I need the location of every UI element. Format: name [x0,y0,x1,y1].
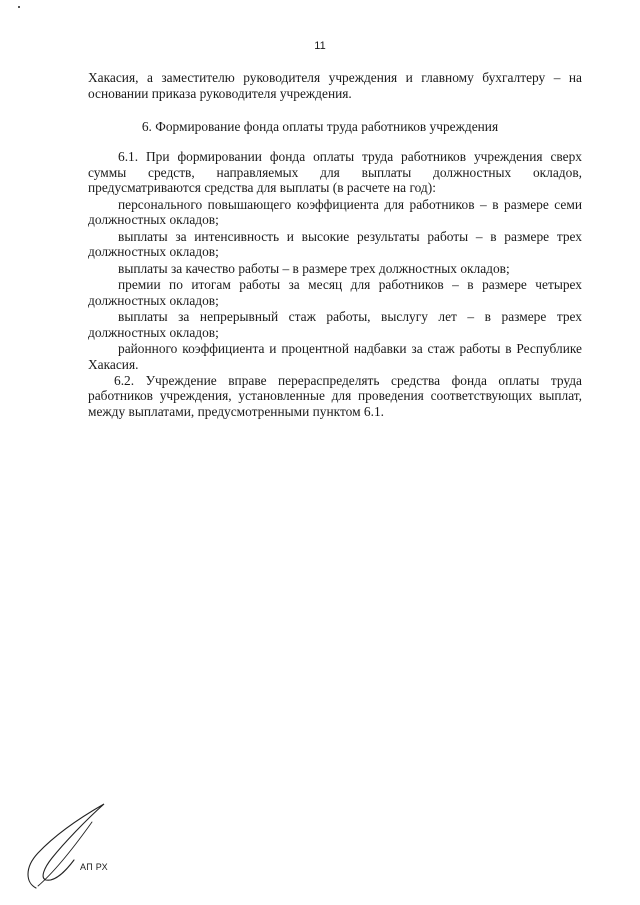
intro-paragraph: Хакасия, а заместителю руководителя учреждения и главному бухгалтеру – на основании приказа руководителя учреждения. [88,70,582,101]
list-item-intensity-payments: выплаты за интенсивность и высокие результаты работы – в размере трех должностных окладов; [88,228,582,260]
section-body [88,149,582,420]
page-number: 11 [314,40,326,52]
list-item-regional-coefficient: районного коэффициента и процентной надбавки за стаж работы в Республике Хакасия. [88,340,582,372]
stamp-label: АП РХ [80,862,108,872]
list-item-monthly-bonus: премии по итогам работы за месяц для работников – в размере четырех должностных окладов; [88,276,582,308]
section-heading: 6. Формирование фонда оплаты труда работников учреждения [141,119,499,134]
intro-paragraph-block [88,70,582,101]
paragraph-6-2: 6.2. Учреждение вправе перераспределять средства фонда оплаты труда работников учреждения, установленные для проведения соответствующих выплат, между выплатами, предусмотренными пунктом 6.1. [88,372,582,420]
corner-mark [18,6,20,8]
paragraph-6-1: 6.1. При формировании фонда оплаты труда работников учреждения сверх суммы средств, направляемых для выплаты должностных окладов, предусматриваются средства для выплаты (в расчете на год): [88,149,582,196]
list-item-personal-coefficient: персонального повышающего коэффициента для работников – в размере семи должностных окладов; [88,196,582,228]
signature-mark [16,798,116,898]
list-item-quality-payments: выплаты за качество работы – в размере трех должностных окладов; [118,260,510,276]
list-item-seniority-payments: выплаты за непрерывный стаж работы, выслугу лет – в размере трех должностных окладов; [88,308,582,340]
